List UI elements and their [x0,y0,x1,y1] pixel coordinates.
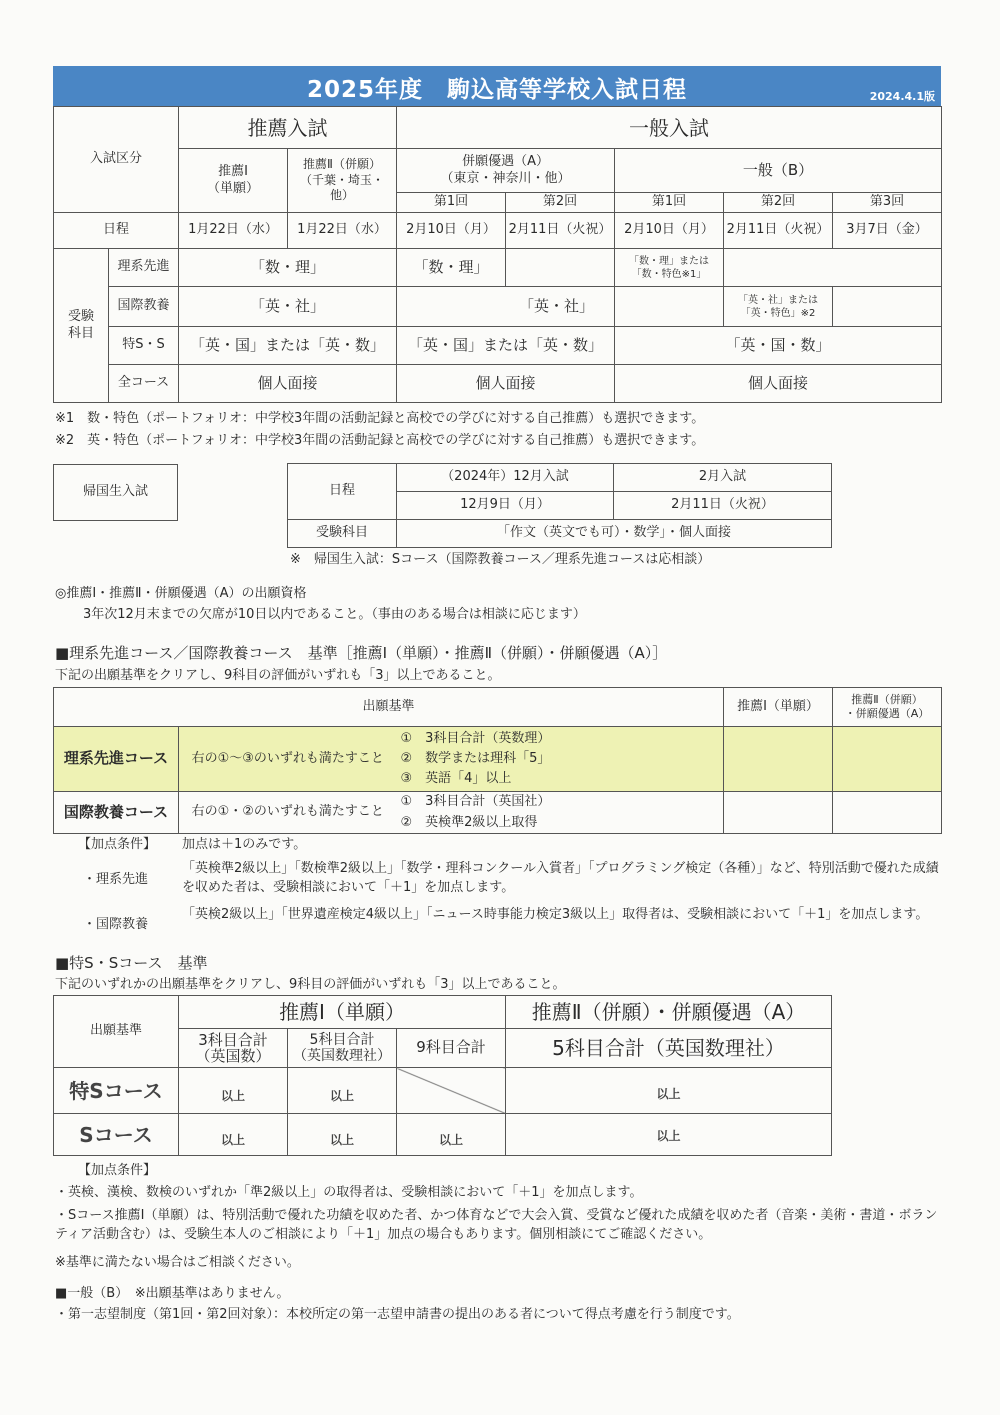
toku-s-note: ※基準に満たない場合はご相談ください。 [55,1255,300,1270]
kikoku-dec-date: 12月9日（月） [397,492,614,520]
qualification-text: 3年次12月末までの欠席が10日以内であること。（事由のある場合は相談に応じます） [83,607,586,622]
kikoku-label-box [53,464,178,521]
interview-cell: 個人面接 [615,365,942,403]
rikei-bonus-text: 「英検準2級以上」「数検準2級以上」「数学・理科コンクール入賞者」「プログラミング検定（各種）」など、特別活動で優れた成績を収めた者は、受験相談において「＋1」を加点します。 [182,861,939,895]
kikoku-date-label: 日程 [288,464,397,520]
empty-cell [506,249,615,287]
s-course-name: Sコース [54,1114,179,1156]
toku-s-table [53,995,832,1156]
round-header: 第3回 [833,193,942,213]
ijo-cell: 以上 [288,1068,397,1114]
rikei-suisen-subjects: 「数・理」 [179,249,397,287]
rikei-suisen2-value [833,727,942,792]
kokusai-course-name: 国際教養コース [54,792,179,834]
subjects-label: 受験 科目 [54,249,109,403]
ippan-b-text: ・第一志望制度（第1回・第2回対象）：本校所定の第一志望申請書の提出のある者について得点考慮を行う制度です。 [55,1307,740,1322]
empty-cell [724,249,942,287]
kokusai-items [397,792,724,834]
kokusai-suisen-subjects: 「英・社」 [179,287,397,327]
version-label: 2024.4.1版 [869,90,935,103]
list-item: ① 3科目合計（英数理） [400,730,551,746]
date-cell: 3月7日（金） [833,213,942,249]
kikoku-subjects-label: 受験科目 [288,520,397,548]
kokusai-condition: 右の①・②のいずれも満たすこと [179,792,397,834]
ippan-b-header: 一般（B） [615,149,942,193]
exam-category-label: 入試区分 [54,107,179,213]
toku-s-course-name: 特Sコース [54,1068,179,1114]
kokusai-bonus-text: 「英検2級以上」「世界遺産検定4級以上」「ニュース時事能力検定3級以上」取得者は、受験相談において「＋1」を加点します。 [182,907,929,922]
footnote-2: ※2 英・特色（ポートフォリオ：中学校3年間の活動記録と高校での学びに対する自己推薦）も選択できます。 [55,433,705,448]
interview-cell: 個人面接 [397,365,615,403]
list-item: ② 数学または理科「5」 [400,750,551,766]
rikei-kokusai-table [53,687,942,834]
kikoku-feb-header: 2月入試 [614,464,832,492]
toku-s-bonus-2: ・Sコース推薦Ⅰ（単願）は、特別活動で優れた功績を収めた者、かつ体育などで大会入賞、受賞など優れた成績を収めた者（音楽・美術・書道・ボランティア活動含む）は、受験生本人のご相談により「＋1」加点の場合もあります。個別相談にてご確認ください。 [55,1208,938,1242]
ijo-cell: 以上 [506,1068,832,1114]
ijo-cell: 以上 [397,1114,506,1156]
suisen1-col-header: 推薦Ⅰ（単願） [724,688,833,727]
date-cell: 2月11日（火祝） [506,213,615,249]
toku-s-bonus-1: ・英検、漢検、数検のいずれか「準2級以上」の取得者は、受験相談において「＋1」を加点します。 [55,1185,643,1200]
kikoku-label: 帰国生入試 [54,465,178,521]
kokusai-bonus-label: ・国際教養 [83,917,149,932]
date-cell: 2月11日（火祝） [724,213,833,249]
toku-s-heading: ■特S・Sコース 基準 [55,954,208,972]
ijo-cell: 以上 [179,1114,288,1156]
round-header: 第2回 [506,193,615,213]
criteria-label: 出願基準 [54,996,179,1068]
rikei-heigan1-subjects: 「数・理」 [397,249,506,287]
toku-s-bonus-label: 【加点条件】 [78,1163,157,1178]
col-5subjects: 5科目合計 （英国数理社） [288,1029,397,1068]
kikoku-table [287,463,832,548]
rikei-items [397,727,724,792]
round-header: 第1回 [615,193,724,213]
col-5subjects-heigan: 5科目合計（英国数理社） [506,1029,832,1068]
bonus-text: 加点は＋1のみです。 [182,837,307,852]
qualification-title: ◎推薦Ⅰ・推薦Ⅱ・併願優遇（A）の出願資格 [55,586,307,601]
course-label-toku: 特S・S [109,327,179,365]
ijo-cell: 以上 [506,1114,832,1156]
title-bar [53,66,941,106]
toku-heigan-subjects: 「英・国」または「英・数」 [397,327,615,365]
ijo-cell: 以上 [179,1068,288,1114]
ijo-cell: 以上 [288,1114,397,1156]
kokusai-ippan2-subjects: 「英・社」または 「英・特色」※2 [724,287,833,327]
rikei-bonus-label: ・理系先進 [83,872,149,887]
toku-s-sub: 下記のいずれかの出願基準をクリアし、9科目の評価がいずれも「3」以上であること。 [55,977,566,992]
kokusai-heigan-subjects: 「英・社」 [397,287,615,327]
page-title: 2025年度 駒込高等学校入試日程 [306,77,687,103]
date-cell: 2月10日（月） [615,213,724,249]
suisen-header: 推薦入試 [179,107,397,149]
heigan-header: 併願優遇（A） （東京・神奈川・他） [397,149,615,193]
kikoku-dec-header: （2024年）12月入試 [397,464,614,492]
rikei-kokusai-sub: 下記の出願基準をクリアし、9科目の評価がいずれも「3」以上であること。 [55,668,501,683]
list-item: ② 英検準2級以上取得 [400,814,538,830]
col-3subjects: 3科目合計 （英国数） [179,1029,288,1068]
kikoku-feb-date: 2月11日（火祝） [614,492,832,520]
toku-ippan-subjects: 「英・国・数」 [615,327,942,365]
rikei-suisen1-value [724,727,833,792]
ippan-b-heading: ■一般（B） ※出願基準はありません。 [55,1286,290,1301]
date-label: 日程 [54,213,179,249]
list-item: ① 3科目合計（英国社） [400,794,551,810]
course-label-kokusai: 国際教養 [109,287,179,327]
empty-cell [615,287,724,327]
interview-cell: 個人面接 [179,365,397,403]
empty-cell [833,287,942,327]
date-cell: 1月22日（水） [179,213,288,249]
kokusai-suisen1-value [724,792,833,834]
suisen2-header: 推薦Ⅱ（併願）・併願優遇（A） [506,996,832,1029]
suisen2-col-header: 推薦Ⅱ（併願） ・併願優遇（A） [833,688,942,727]
course-label-rikei: 理系先進 [109,249,179,287]
suisen1-header: 推薦Ⅰ （単願） [179,149,288,213]
toku-suisen-subjects: 「英・国」または「英・数」 [179,327,397,365]
date-cell: 2月10日（月） [397,213,506,249]
rikei-course-name: 理系先進コース [54,727,179,792]
ippan-header: 一般入試 [397,107,942,149]
list-item: ③ 英語「4」以上 [400,771,512,787]
date-cell: 1月22日（水） [288,213,397,249]
col-9subjects: 9科目合計 [397,1029,506,1068]
criteria-header: 出願基準 [54,688,724,727]
bonus-label: 【加点条件】 [78,837,157,852]
round-header: 第2回 [724,193,833,213]
schedule-table [53,106,942,403]
suisen2-header: 推薦Ⅱ（併願） （千葉・埼玉・ 他） [288,149,397,213]
footnote-1: ※1 数・特色（ポートフォリオ：中学校3年間の活動記録と高校での学びに対する自己推薦）も選択できます。 [55,411,705,426]
diagonal-empty-cell [397,1068,506,1114]
kokusai-suisen2-value [833,792,942,834]
kikoku-subjects: 「作文（英文でも可）・数学」・個人面接 [397,520,832,548]
course-label-all: 全コース [109,365,179,403]
rikei-ippan1-subjects: 「数・理」または 「数・特色※1」 [615,249,724,287]
kikoku-note: ※ 帰国生入試：Sコース（国際教養コース／理系先進コースは応相談） [290,552,711,567]
rikei-condition: 右の①～③のいずれも満たすこと [179,727,397,792]
suisen1-header: 推薦Ⅰ（単願） [179,996,506,1029]
rikei-kokusai-heading: ■理系先進コース／国際教養コース 基準［推薦Ⅰ（単願）・推薦Ⅱ（併願）・併願優遇（A）］ [55,644,668,662]
round-header: 第1回 [397,193,506,213]
